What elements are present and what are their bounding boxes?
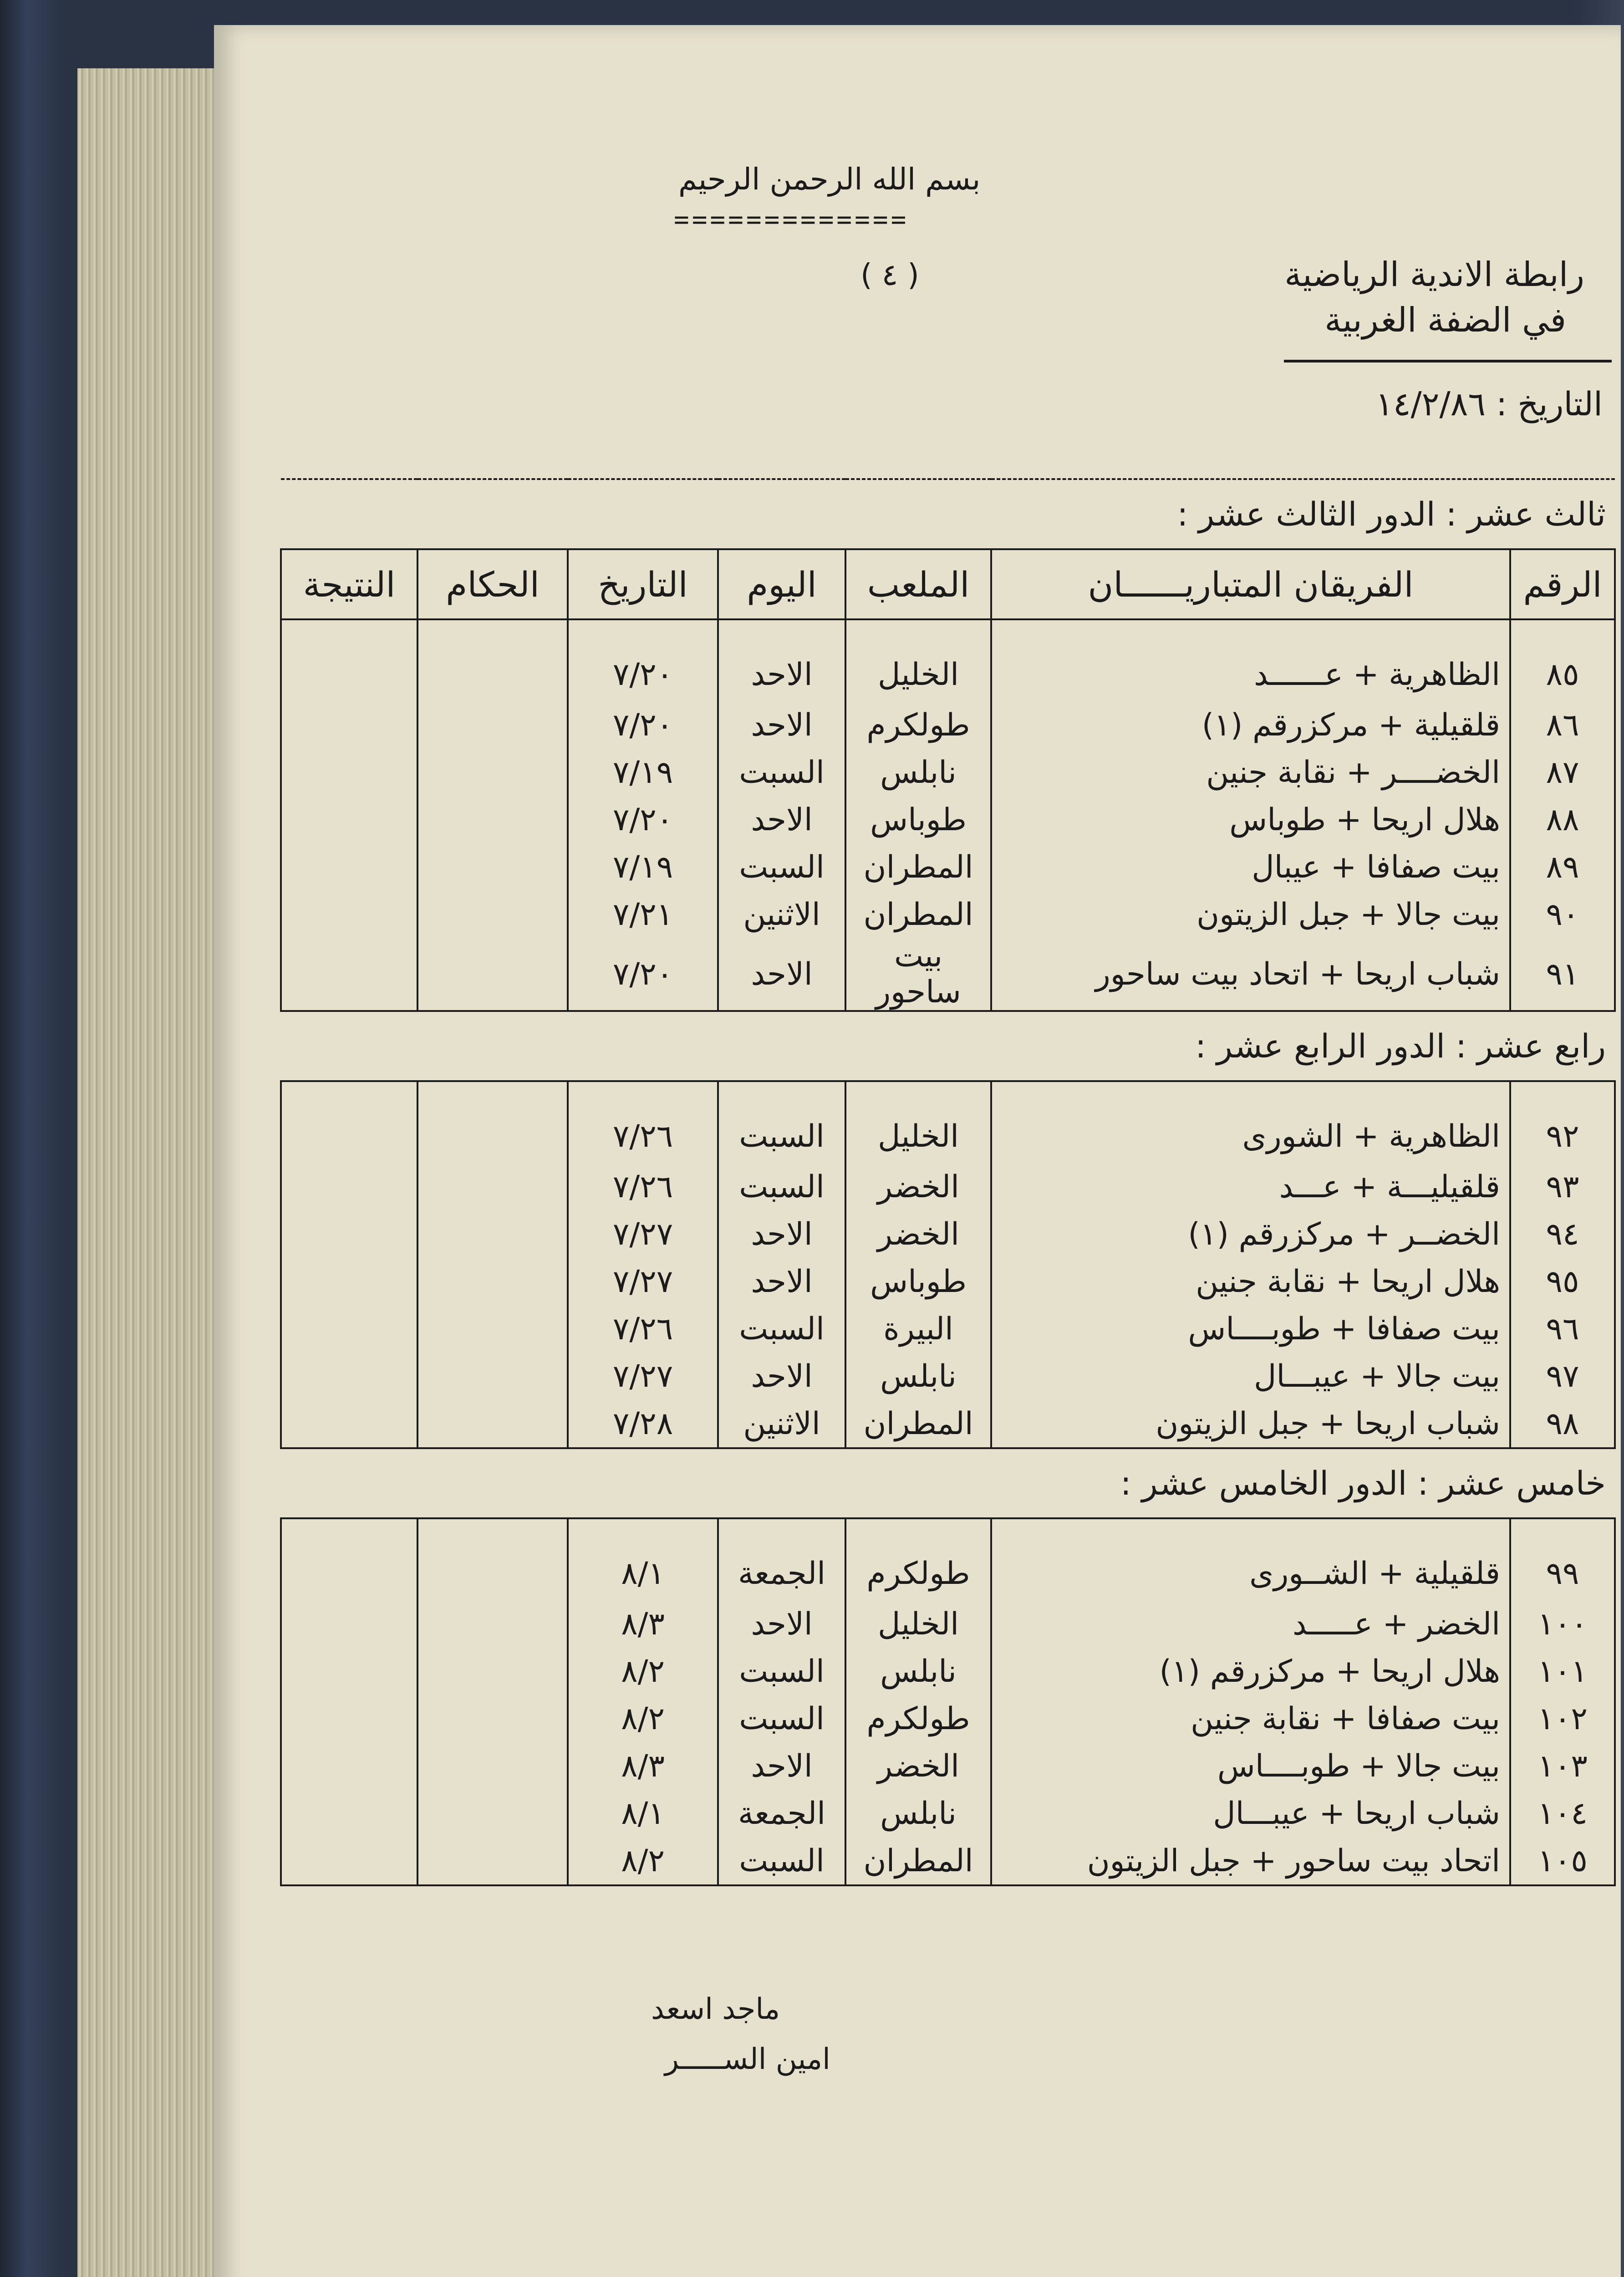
match-day: الاحد <box>718 1353 845 1400</box>
match-result <box>281 619 417 701</box>
match-venue: طولكرم <box>845 701 991 749</box>
match-day: السبت <box>718 843 845 891</box>
match-teams: بيت صفافا + عيبال <box>991 843 1510 891</box>
match-referees <box>417 1400 568 1448</box>
table-row <box>281 1210 1615 1258</box>
match-day: الاحد <box>718 1742 845 1790</box>
match-date: ٧/٢٧ <box>568 1210 718 1258</box>
match-number: ١٠٠ <box>1510 1600 1615 1648</box>
match-date: ٧/١٩ <box>568 843 718 891</box>
table-row <box>281 1258 1615 1305</box>
match-teams: بيت صفافا + نقابة جنين <box>991 1695 1510 1742</box>
match-result <box>281 1210 417 1258</box>
table-row <box>281 1163 1615 1210</box>
table-row <box>281 843 1615 891</box>
match-venue: البيرة <box>845 1305 991 1353</box>
fixtures-table <box>280 478 1616 1886</box>
page-edges <box>77 68 232 2277</box>
match-result <box>281 1695 417 1742</box>
organization-region: في الضفة الغربية <box>1324 301 1566 340</box>
table-row <box>281 1837 1615 1885</box>
match-teams: هلال اريحا + مركزرقم (١) <box>991 1648 1510 1695</box>
match-referees <box>417 1353 568 1400</box>
table-row <box>281 1305 1615 1353</box>
match-teams: قلقيلية + مركزرقم (١) <box>991 701 1510 749</box>
match-number: ٩٢ <box>1510 1081 1615 1163</box>
match-result <box>281 938 417 1011</box>
match-venue: المطران <box>845 843 991 891</box>
document-page <box>214 25 1621 2277</box>
match-date: ٧/٢٦ <box>568 1081 718 1163</box>
match-number: ٩٠ <box>1510 891 1615 938</box>
document-date: التاريخ : ١٤/٢/٨٦ <box>1375 385 1603 423</box>
match-date: ٧/٢٨ <box>568 1400 718 1448</box>
table-row <box>281 1742 1615 1790</box>
table-row <box>281 749 1615 796</box>
column-header: الفريقان المتباريــــــان <box>991 549 1510 619</box>
column-header: الرقم <box>1510 549 1615 619</box>
match-referees <box>417 1258 568 1305</box>
match-result <box>281 749 417 796</box>
match-venue: الخليل <box>845 619 991 701</box>
match-number: ٩٣ <box>1510 1163 1615 1210</box>
round-title: ثالث عشر : الدور الثالث عشر : <box>281 479 1615 549</box>
match-venue: طوباس <box>845 796 991 843</box>
match-number: ٨٧ <box>1510 749 1615 796</box>
match-date: ٧/٢٠ <box>568 796 718 843</box>
match-venue: الخليل <box>845 1081 991 1163</box>
match-result <box>281 1163 417 1210</box>
table-row <box>281 1081 1615 1163</box>
match-result <box>281 796 417 843</box>
match-date: ٧/٢٦ <box>568 1305 718 1353</box>
match-day: الاحد <box>718 701 845 749</box>
match-teams: الظاهرية + عــــــد <box>991 619 1510 701</box>
match-result <box>281 891 417 938</box>
match-day: السبت <box>718 1648 845 1695</box>
match-number: ٨٦ <box>1510 701 1615 749</box>
match-date: ٨/٢ <box>568 1695 718 1742</box>
match-venue: الخضر <box>845 1210 991 1258</box>
match-venue: الخضر <box>845 1163 991 1210</box>
match-teams: بيت جالا + طوبــــاس <box>991 1742 1510 1790</box>
match-referees <box>417 1742 568 1790</box>
match-result <box>281 1400 417 1448</box>
match-date: ٨/١ <box>568 1790 718 1837</box>
match-date: ٧/١٩ <box>568 749 718 796</box>
match-day: السبت <box>718 749 845 796</box>
match-venue: طولكرم <box>845 1518 991 1600</box>
match-day: السبت <box>718 1163 845 1210</box>
match-result <box>281 1305 417 1353</box>
table-row <box>281 891 1615 938</box>
match-teams: بيت صفافا + طوبــــاس <box>991 1305 1510 1353</box>
match-day: السبت <box>718 1081 845 1163</box>
match-teams: بيت جالا + جبل الزيتون <box>991 891 1510 938</box>
match-venue: نابلس <box>845 749 991 796</box>
match-referees <box>417 843 568 891</box>
match-result <box>281 1600 417 1648</box>
match-referees <box>417 796 568 843</box>
match-date: ٧/٢٧ <box>568 1353 718 1400</box>
match-number: ٨٩ <box>1510 843 1615 891</box>
match-date: ٧/٢٠ <box>568 938 718 1011</box>
match-referees <box>417 1790 568 1837</box>
match-venue: الخليل <box>845 1600 991 1648</box>
signatory-name: ماجد اسعد <box>651 1992 780 2026</box>
match-number: ٩٥ <box>1510 1258 1615 1305</box>
match-venue: المطران <box>845 891 991 938</box>
match-date: ٧/٢٠ <box>568 619 718 701</box>
match-referees <box>417 891 568 938</box>
match-number: ٨٨ <box>1510 796 1615 843</box>
round-row <box>281 1011 1615 1081</box>
match-number: ١٠٢ <box>1510 1695 1615 1742</box>
match-venue: نابلس <box>845 1648 991 1695</box>
match-referees <box>417 1600 568 1648</box>
match-date: ٨/٢ <box>568 1648 718 1695</box>
match-date: ٧/٢١ <box>568 891 718 938</box>
match-teams: هلال اريحا + نقابة جنين <box>991 1258 1510 1305</box>
match-result <box>281 1353 417 1400</box>
match-teams: هلال اريحا + طوباس <box>991 796 1510 843</box>
match-number: ٨٥ <box>1510 619 1615 701</box>
match-day: الاحد <box>718 1210 845 1258</box>
match-teams: قلقيلية + الشــورى <box>991 1518 1510 1600</box>
match-day: الجمعة <box>718 1790 845 1837</box>
match-number: ٩٨ <box>1510 1400 1615 1448</box>
match-result <box>281 1081 417 1163</box>
round-title: خامس عشر : الدور الخامس عشر : <box>281 1448 1615 1518</box>
organization-name: رابطة الاندية الرياضية <box>1284 255 1584 294</box>
match-result <box>281 1648 417 1695</box>
match-result <box>281 701 417 749</box>
match-referees <box>417 1081 568 1163</box>
match-number: ٩٦ <box>1510 1305 1615 1353</box>
match-teams: الظاهرية + الشورى <box>991 1081 1510 1163</box>
match-teams: شباب اريحا + جبل الزيتون <box>991 1400 1510 1448</box>
match-referees <box>417 1695 568 1742</box>
match-referees <box>417 1648 568 1695</box>
match-day: الاحد <box>718 1258 845 1305</box>
match-teams: بيت جالا + عيبـــال <box>991 1353 1510 1400</box>
match-day: الاحد <box>718 1600 845 1648</box>
match-venue: الخضر <box>845 1742 991 1790</box>
match-day: السبت <box>718 1305 845 1353</box>
match-venue: بيت ساحور <box>845 938 991 1011</box>
basmala-heading: بسم الله الرحمن الرحيم <box>678 162 981 197</box>
match-teams: شباب اريحا + عيبـــال <box>991 1790 1510 1837</box>
round-title: رابع عشر : الدور الرابع عشر : <box>281 1011 1615 1081</box>
table-row <box>281 1790 1615 1837</box>
match-number: ١٠٤ <box>1510 1790 1615 1837</box>
match-number: ٩٤ <box>1510 1210 1615 1258</box>
match-day: الاحد <box>718 796 845 843</box>
match-result <box>281 1258 417 1305</box>
organization-underline <box>1284 360 1612 362</box>
match-teams: الخضــر + مركزرقم (١) <box>991 1210 1510 1258</box>
match-day: الاحد <box>718 619 845 701</box>
match-day: الاثنين <box>718 1400 845 1448</box>
table-row <box>281 796 1615 843</box>
table-row <box>281 1518 1615 1600</box>
column-header: اليوم <box>718 549 845 619</box>
match-referees <box>417 1305 568 1353</box>
column-header: الملعب <box>845 549 991 619</box>
match-venue: المطران <box>845 1400 991 1448</box>
heading-divider: ============= <box>674 205 909 235</box>
signatory-title: امين الســـــر <box>665 2042 830 2076</box>
match-date: ٧/٢٧ <box>568 1258 718 1305</box>
table-row <box>281 1600 1615 1648</box>
match-number: ٩٩ <box>1510 1518 1615 1600</box>
match-referees <box>417 1837 568 1885</box>
match-referees <box>417 749 568 796</box>
match-result <box>281 1837 417 1885</box>
match-result <box>281 843 417 891</box>
match-day: الاحد <box>718 938 845 1011</box>
header-row <box>281 549 1615 619</box>
match-day: الجمعة <box>718 1518 845 1600</box>
table-row <box>281 1400 1615 1448</box>
match-date: ٨/٢ <box>568 1837 718 1885</box>
table-row <box>281 619 1615 701</box>
match-teams: قلقيليـــة + عـــد <box>991 1163 1510 1210</box>
match-number: ٩٧ <box>1510 1353 1615 1400</box>
match-teams: شباب اريحا + اتحاد بيت ساحور <box>991 938 1510 1011</box>
match-number: ١٠٥ <box>1510 1837 1615 1885</box>
match-day: السبت <box>718 1837 845 1885</box>
match-date: ٧/٢٦ <box>568 1163 718 1210</box>
match-referees <box>417 619 568 701</box>
match-number: ١٠٣ <box>1510 1742 1615 1790</box>
match-referees <box>417 701 568 749</box>
match-venue: المطران <box>845 1837 991 1885</box>
round-row <box>281 1448 1615 1518</box>
match-day: الاثنين <box>718 891 845 938</box>
match-day: السبت <box>718 1695 845 1742</box>
match-venue: نابلس <box>845 1353 991 1400</box>
match-referees <box>417 1163 568 1210</box>
match-date: ٨/٣ <box>568 1600 718 1648</box>
match-date: ٨/١ <box>568 1518 718 1600</box>
match-venue: طولكرم <box>845 1695 991 1742</box>
match-result <box>281 1742 417 1790</box>
match-referees <box>417 1518 568 1600</box>
match-result <box>281 1518 417 1600</box>
match-venue: طوباس <box>845 1258 991 1305</box>
round-row <box>281 479 1615 549</box>
match-number: ٩١ <box>1510 938 1615 1011</box>
match-referees <box>417 1210 568 1258</box>
match-teams: الخضــــر + نقابة جنين <box>991 749 1510 796</box>
column-header: التاريخ <box>568 549 718 619</box>
column-header: الحكام <box>417 549 568 619</box>
match-date: ٨/٣ <box>568 1742 718 1790</box>
match-number: ١٠١ <box>1510 1648 1615 1695</box>
column-header: النتيجة <box>281 549 417 619</box>
match-teams: اتحاد بيت ساحور + جبل الزيتون <box>991 1837 1510 1885</box>
table-row <box>281 1695 1615 1742</box>
match-teams: الخضر + عـــــد <box>991 1600 1510 1648</box>
match-referees <box>417 938 568 1011</box>
match-result <box>281 1790 417 1837</box>
match-venue: نابلس <box>845 1790 991 1837</box>
match-date: ٧/٢٠ <box>568 701 718 749</box>
table-row <box>281 701 1615 749</box>
table-row <box>281 1353 1615 1400</box>
table-row <box>281 1648 1615 1695</box>
page-number: ( ٤ ) <box>860 257 919 292</box>
table-row <box>281 938 1615 1011</box>
